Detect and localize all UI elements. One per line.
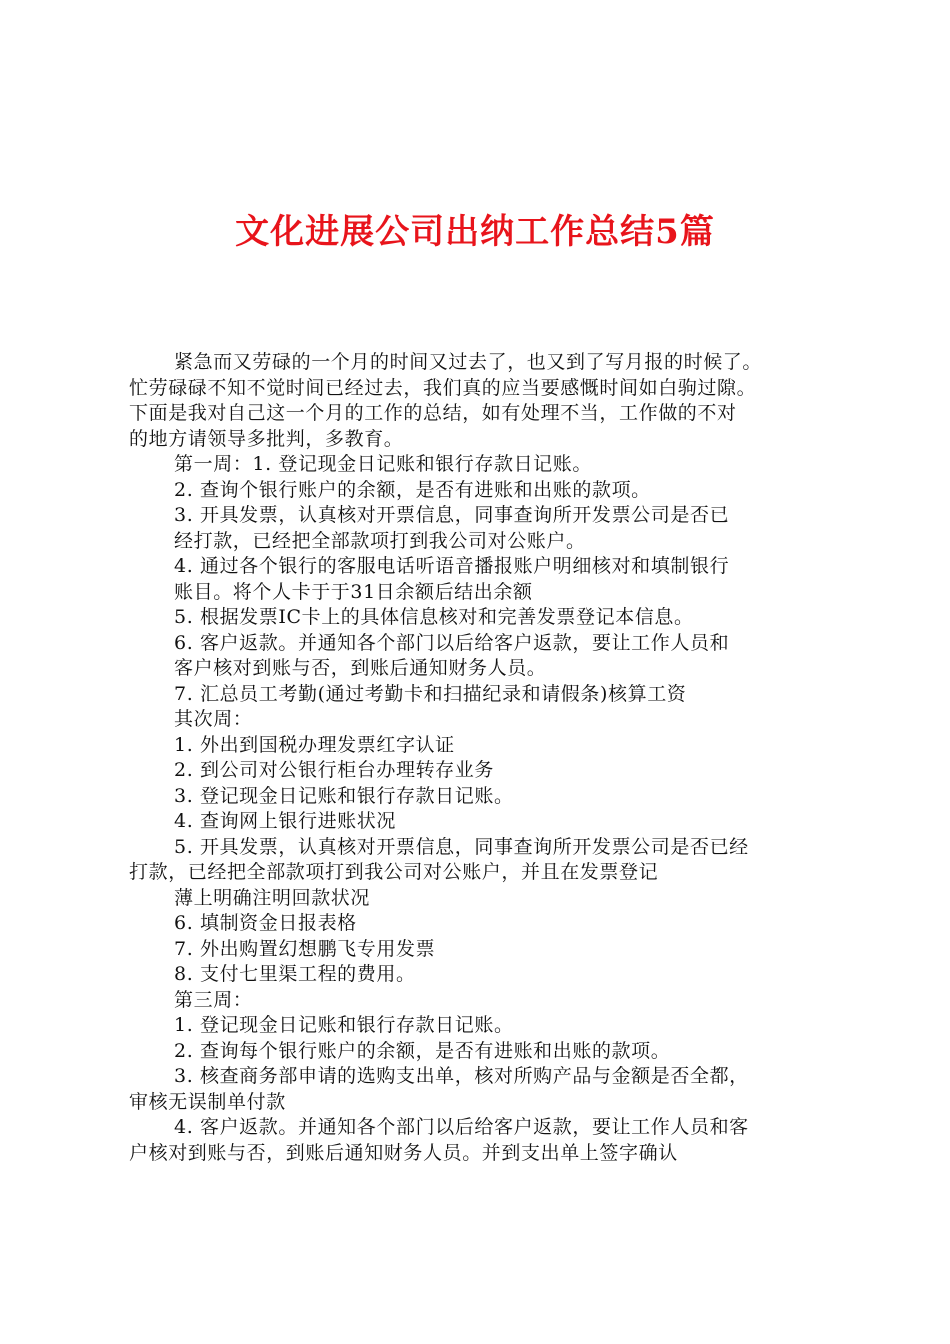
list-item: 打款，已经把全部款项打到我公司对公账户，并且在发票登记 [129,861,659,883]
list-item: 2. 查询个银行账户的余额，是否有进账和出账的款项。 [174,478,651,501]
document-title: 文化进展公司出纳工作总结5篇 [235,212,715,252]
list-item: 1. 外出到国税办理发票红字认证 [174,733,455,756]
list-item: 6. 填制资金日报表格 [174,912,357,934]
list-item: 5. 开具发票，认真核对开票信息，同事查询所开发票公司是否已经 [174,835,749,858]
list-item: 户核对到账与否，到账后通知财务人员。并到支出单上签字确认 [129,1141,678,1164]
list-item: 1. 登记现金日记账和银行存款日记账。 [174,1014,514,1036]
list-item: 7. 外出购置幻想鹏飞专用发票 [174,937,436,960]
list-item: 2. 查询每个银行账户的余额，是否有进账和出账的款项。 [174,1039,671,1062]
week-heading: 第三周： [174,988,253,1011]
paragraph-line: 的地方请领导多批判，多教育。 [129,427,404,450]
list-item: 5. 根据发票IC卡上的具体信息核对和完善发票登记本信息。 [174,606,694,628]
paragraph-line: 紧急而又劳碌的一个月的时间又过去了，也又到了写月报的时候了。 [174,351,763,373]
list-item: 2. 到公司对公银行柜台办理转存业务 [174,759,494,781]
list-item: 4. 通过各个银行的客服电话听语音播报账户明细核对和填制银行 [174,555,730,577]
list-item: 4. 查询网上银行进账状况 [174,810,396,832]
list-item: 7. 汇总员工考勤(通过考勤卡和扫描纪录和请假条)核算工资 [174,682,687,705]
paragraph-line: 忙劳碌碌不知不觉时间已经过去，我们真的应当要感慨时间如白驹过隙。 [129,376,757,399]
list-item: 客户核对到账与否，到账后通知财务人员。 [174,657,547,679]
list-item: 8. 支付七里渠工程的费用。 [174,963,416,985]
list-item: 经打款，已经把全部款项打到我公司对公账户。 [174,529,586,552]
list-item: 4. 客户返款。并通知各个部门以后给客户返款，要让工作人员和客 [174,1116,749,1138]
list-item: 3. 开具发票，认真核对开票信息，同事查询所开发票公司是否已 [174,504,730,526]
list-item: 3. 核查商务部申请的选购支出单，核对所购产品与金额是否全都， [174,1065,749,1087]
list-item: 3. 登记现金日记账和银行存款日记账。 [174,784,514,807]
document-body [129,350,839,1166]
list-item: 薄上明确注明回款状况 [174,886,371,909]
week-heading: 第一周：1. 登记现金日记账和银行存款日记账。 [174,453,592,475]
paragraph-line: 下面是我对自己这一个月的工作的总结，如有处理不当，工作做的不对 [129,402,737,424]
list-item: 审核无误制单付款 [129,1090,286,1113]
list-item: 6. 客户返款。并通知各个部门以后给客户返款，要让工作人员和 [174,631,730,654]
week-heading: 其次周： [174,708,253,730]
list-item: 账目。将个人卡于于31日余额后结出余额 [174,580,533,603]
